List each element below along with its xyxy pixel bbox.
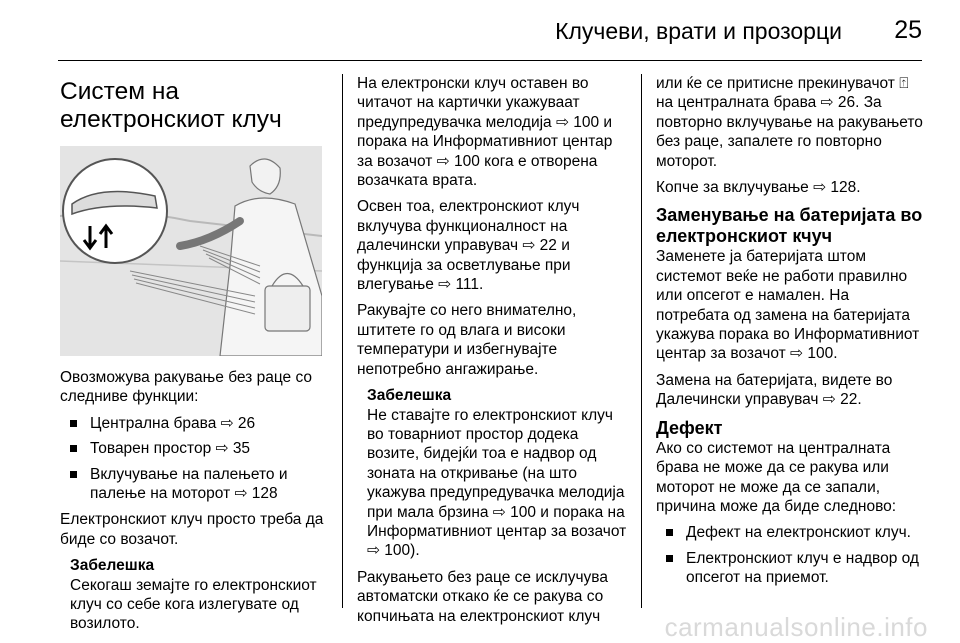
header-rule bbox=[58, 60, 922, 61]
column-1 bbox=[60, 74, 330, 641]
paragraph: Копче за вклучување ⇨ 128. bbox=[656, 179, 861, 197]
keyless-entry-illustration bbox=[60, 146, 322, 356]
column-divider bbox=[641, 74, 642, 608]
list-item: Централна брава ⇨ 26 bbox=[60, 414, 330, 433]
watermark: carmanualsonline.info bbox=[664, 612, 928, 642]
subsection-heading: Заменување на батеријата во електронскиот кчуч bbox=[656, 205, 923, 247]
list-item: Товарен простор ⇨ 35 bbox=[60, 439, 330, 458]
paragraph: Ракувајте со него внимателно, штитете го од влага и високи температури и избегнувајте непотребно ангажирање. bbox=[357, 302, 577, 378]
paragraph: или ќе се притисне прекинувачот ⍐ на централната брава ⇨ 26. За повторно вклучување на ракувањето без раце, запалете го повторно моторот. bbox=[656, 75, 923, 170]
paragraph: Заменете ја батеријата штом системот веќе не работи правилно или опсегот е намален. На потребата од замена на батеријата укажува порака во Информативниот центар за возачот ⇨ 100. bbox=[656, 248, 920, 363]
paragraph: Замена на батеријата, видете во Далечински управувач ⇨ 22. bbox=[656, 371, 893, 409]
note-title: Забелешка bbox=[367, 387, 452, 405]
list-item: Дефект на електронскиот клуч. bbox=[656, 523, 924, 542]
note-box bbox=[367, 386, 629, 561]
bullet-list bbox=[60, 414, 330, 504]
chapter-title: Клучеви, врати и прозорци bbox=[555, 18, 842, 44]
list-item: Електронскиот клуч е надвор од опсегот на приемот. bbox=[656, 549, 924, 588]
note-box bbox=[70, 556, 330, 634]
paragraph: Електронскиот клуч просто треба да биде со возачот. bbox=[60, 511, 324, 548]
paragraph: На електронски клуч оставен во читачот на картички укажуваат предупредувачка мелодија ⇨ 100 и порака на Информативниот центар за возачот ⇨ 100 кога е отворена возачката врата. bbox=[357, 75, 613, 190]
note-text: Секогаш земајте го електронскиот клуч со себе кога излегувате од возилото. bbox=[70, 576, 317, 633]
note-text: Не ставајте го електронскиот клуч во товарниот простор додека возите, бидејќи тоа е надвор од зоната на откривање (на што укажува предупредувачка мелодија при мала брзина ⇨ 100 и порака на Информативниот центар за возачот ⇨ 100). bbox=[367, 406, 627, 560]
page-header bbox=[0, 0, 960, 62]
note-title: Забелешка bbox=[70, 557, 155, 575]
page-number: 25 bbox=[894, 16, 922, 44]
list-item: Вклучување на палењето и палење на моторот ⇨ 128 bbox=[60, 465, 330, 504]
paragraph: Овозможува ракување без раце со следниве функции: bbox=[60, 369, 313, 406]
subsection-heading: Дефект bbox=[656, 417, 723, 438]
column-2 bbox=[357, 74, 629, 633]
section-heading: Систем на електронскиот клуч bbox=[60, 78, 282, 133]
bullet-list bbox=[656, 523, 924, 587]
column-divider bbox=[342, 74, 343, 608]
paragraph: Ракувањето без раце се исклучува автоматски откако ќе се ракува со копчињата на електронскиот клуч bbox=[357, 568, 608, 625]
paragraph: Ако со системот на централната брава не може да се ракува или моторот не може да се запали, причина може да биде следново: bbox=[656, 439, 897, 515]
paragraph: Освен тоа, електронскиот клуч вклучува функционалност на далечински управувач ⇨ 22 и функција за осветлување при влегување ⇨ 111. bbox=[357, 198, 580, 294]
column-3 bbox=[656, 74, 924, 595]
